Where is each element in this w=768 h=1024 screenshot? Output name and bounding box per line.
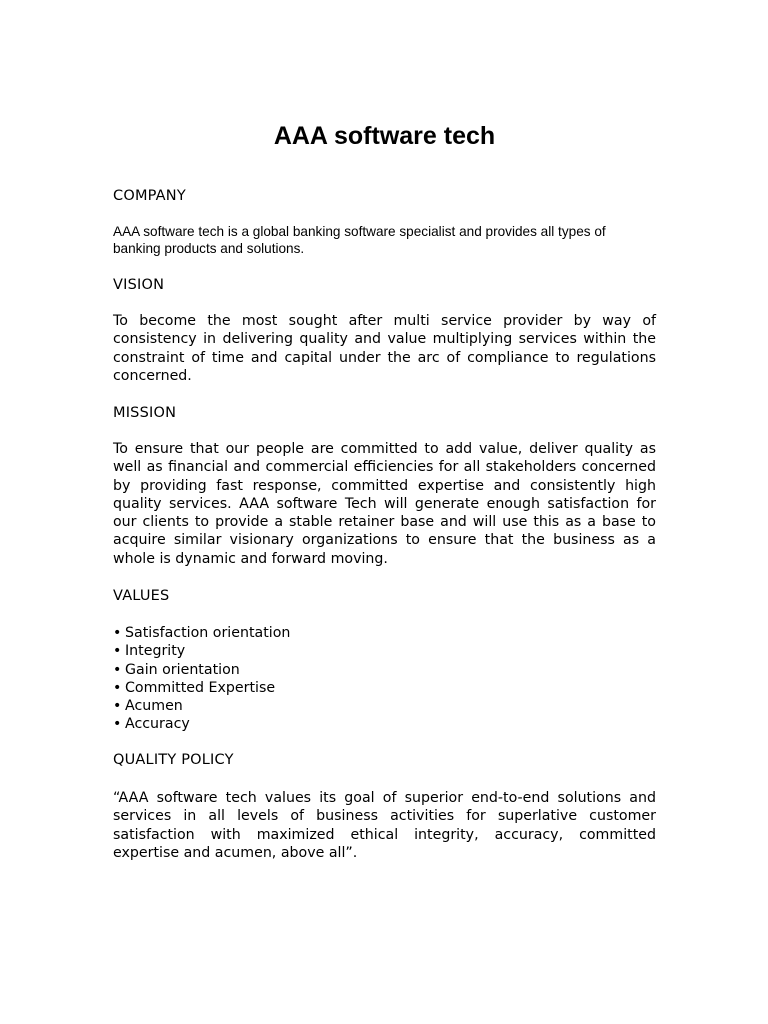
value-label: Integrity [125, 643, 186, 660]
mission-text: To ensure that our people are committed to add value, deliver quality as well as financial and commercial efficiencies for all stakeholders concerned by providing fast response, committed expertise and consistently high quality services. AAA software Tech will generate enough satisfaction for our clients to provide a stable retainer base and will use this as a base to acquire similar visionary organizations to ensure that the business as a whole is dynamic and forward moving. [113, 441, 656, 567]
bullet-icon: • [113, 698, 122, 715]
quality-policy-heading: QUALITY POLICY [113, 752, 234, 768]
bullet-icon: • [113, 625, 122, 641]
values-list-item [113, 642, 290, 660]
bullet-icon: • [113, 643, 122, 660]
vision-text: To become the most sought after multi service provider by way of consistency in delivering quality and value multiplying services within the constraint of time and capital under the arc of compliance to regulations concerned. [113, 313, 656, 384]
values-list-item [113, 624, 290, 642]
quality-policy-text: “AAA software tech values its goal of superior end-to-end solutions and services in all levels of business activities for superlative customer satisfaction with maximized ethical integrity, accuracy, committed expertise and acumen, above all”. [113, 790, 656, 861]
bullet-icon: • [113, 716, 122, 733]
values-list-item [113, 679, 290, 697]
value-label: Committed Expertise [125, 679, 276, 696]
value-label: Gain orientation [125, 661, 240, 678]
vision-heading: VISION [113, 277, 165, 293]
mission-heading: MISSION [113, 405, 177, 421]
company-heading: COMPANY [113, 188, 186, 204]
values-list-item [113, 715, 290, 733]
values-heading: VALUES [113, 588, 170, 604]
bullet-icon: • [113, 679, 122, 696]
value-label: Acumen [125, 698, 183, 715]
value-label: Satisfaction orientation [125, 625, 291, 641]
values-list-item [113, 697, 290, 715]
document-title: AAA software tech [273, 122, 496, 150]
company-text: AAA software tech is a global banking software specialist and provides all types of banking products and solutions. [113, 224, 606, 256]
bullet-icon: • [113, 661, 122, 678]
values-list [113, 624, 290, 734]
values-list-item [113, 661, 290, 679]
value-label: Accuracy [125, 716, 190, 733]
